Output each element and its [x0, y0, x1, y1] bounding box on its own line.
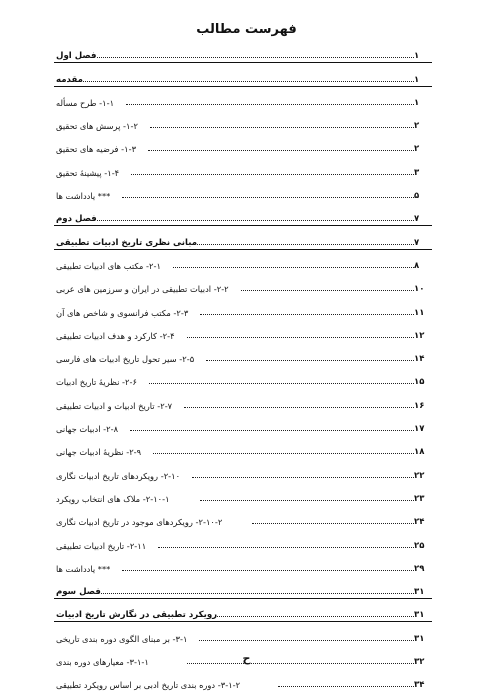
toc-entry-row — [54, 180, 432, 203]
toc-page-number: ۲۲ — [414, 470, 425, 481]
toc-entry-row — [54, 87, 432, 110]
toc-page-number: ۱۷ — [414, 424, 425, 435]
toc-entry-row — [54, 553, 432, 576]
toc-page-number: ۱ — [414, 74, 420, 85]
page-title: فهرست مطالب — [196, 22, 297, 37]
toc-entry-title: ۲-۵- سیر تحول تاریخ ادبیات های فارسی — [56, 354, 195, 365]
toc-chapter-row — [54, 40, 432, 63]
toc-entry-title: ۲-۱۰- رویکردهای تاریخ ادبیات نگاری — [56, 470, 181, 481]
toc-entry-title: *** یادداشت ها — [56, 563, 111, 574]
dot-leader — [101, 592, 414, 594]
toc-page-number: ۳۱ — [414, 610, 425, 621]
toc-entry-title: ۱-۳- فرضیه های تحقیق — [56, 144, 137, 155]
dot-leader — [200, 313, 414, 315]
toc-page-number: ۱ — [414, 97, 420, 108]
toc-entry-row — [54, 110, 432, 133]
toc-entry-title: ۲-۲- ادبیات تطبیقی در ایران و سرزمین های عربی — [56, 284, 229, 295]
toc-entry-title: ۱-۲- پرسش های تحقیق — [56, 121, 138, 132]
toc-entry-row — [54, 529, 432, 552]
toc-page-number: ۸ — [414, 260, 420, 271]
toc-entry-row — [54, 156, 432, 179]
toc-entry-row — [54, 366, 432, 389]
dot-leader — [206, 359, 414, 361]
toc-entry-row — [54, 343, 432, 366]
dot-leader — [192, 476, 414, 478]
toc-page-number: ۳۲ — [414, 657, 425, 668]
toc-section-row — [54, 599, 432, 622]
toc-entry-title: ۲-۱- مکتب های ادبیات تطبیقی — [56, 260, 161, 271]
toc-entry-row — [54, 506, 432, 529]
dot-leader — [122, 569, 414, 571]
toc-page-number: ۳۱ — [414, 587, 425, 598]
toc-entry-title: فصل سوم — [56, 587, 101, 598]
toc-page-number: ۱۵ — [414, 377, 425, 388]
dot-leader — [187, 336, 414, 338]
dot-leader — [131, 173, 414, 175]
toc-entry-title: ۲-۶- نظریهٔ تاریخ ادبیات — [56, 377, 137, 388]
dot-leader — [130, 429, 414, 431]
dot-leader — [150, 126, 414, 128]
dot-leader — [97, 219, 414, 221]
toc-entry-title: ۲-۴- کارکرد و هدف ادبیات تطبیقی — [56, 330, 175, 341]
toc-entry-row — [54, 459, 432, 482]
toc-page-number: ۲۹ — [414, 563, 425, 574]
dot-leader — [217, 615, 414, 617]
page-number-footer: ح — [242, 652, 251, 665]
toc-entry-title: فصل اول — [56, 51, 97, 62]
toc-entry-row — [54, 250, 432, 273]
toc-page-number: ۱۲ — [414, 330, 425, 341]
toc-entry-title: فصل دوم — [56, 214, 97, 225]
dot-leader — [83, 80, 414, 82]
toc-entry-row — [54, 413, 432, 436]
toc-entry-row — [54, 483, 432, 506]
dot-leader — [173, 266, 414, 268]
dot-leader — [149, 382, 414, 384]
toc-page-number: ۲۳ — [414, 493, 425, 504]
toc-page-number: ۱۰ — [414, 284, 425, 295]
toc-page-number: ۷ — [414, 237, 420, 248]
toc-entry-title: ۲-۳- مکتب فرانسوی و شاخص های آن — [56, 307, 189, 318]
toc-page-number: ۱ — [414, 51, 420, 62]
toc-entry-title: ۲-۱۱- تاریخ ادبیات تطبیقی — [56, 540, 147, 551]
dot-leader — [158, 546, 414, 548]
dot-leader — [252, 522, 414, 524]
toc-page-number: ۱۸ — [414, 447, 425, 458]
toc-entry-row — [54, 669, 432, 692]
table-of-contents — [54, 40, 432, 692]
toc-entry-title: ۱-۱- طرح مسأله — [56, 97, 115, 108]
toc-section-row — [54, 63, 432, 86]
toc-entry-row — [54, 622, 432, 645]
toc-page-number: ۱۱ — [414, 307, 425, 318]
toc-entry-row — [54, 389, 432, 412]
dot-leader — [184, 406, 414, 408]
toc-page-number: ۲۵ — [414, 540, 425, 551]
toc-entry-row — [54, 133, 432, 156]
toc-entry-title: ۳-۱-۱- معیارهای دوره بندی — [56, 657, 149, 668]
toc-chapter-row — [54, 576, 432, 599]
dot-leader — [241, 289, 414, 291]
toc-section-row — [54, 226, 432, 249]
toc-page-number: ۳۱ — [414, 633, 425, 644]
toc-page-number: ۲ — [414, 121, 420, 132]
toc-entry-row — [54, 436, 432, 459]
toc-entry-title: ۲-۱۰-۲- رویکردهای موجود در تاریخ ادبیات نگاری — [56, 517, 223, 528]
toc-page-number: ۲ — [414, 144, 420, 155]
dot-leader — [153, 452, 414, 454]
dot-leader — [278, 685, 414, 687]
toc-entry-title: ۲-۸- ادبیات جهانی — [56, 424, 119, 435]
toc-entry-row — [54, 273, 432, 296]
dot-leader — [197, 243, 414, 245]
toc-entry-title: ۲-۱۰-۱- ملاک های انتخاب رویکرد — [56, 493, 170, 504]
dot-leader — [148, 149, 414, 151]
toc-page-number: ۷ — [414, 214, 420, 225]
toc-entry-row — [54, 296, 432, 319]
toc-page-number: ۳۴ — [414, 680, 425, 691]
toc-entry-title: مقدمه — [56, 74, 84, 85]
toc-entry-title: مبانی نظری تاریخ ادبیات تطبیقی — [56, 237, 198, 248]
dot-leader — [126, 103, 414, 105]
toc-page-number: ۱۶ — [414, 400, 425, 411]
toc-entry-title: ۳-۱-۲- دوره بندی تاریخ ادبی بر اساس رویکرد تطبیقی — [56, 680, 241, 691]
toc-entry-title: *** یادداشت ها — [56, 191, 111, 202]
toc-page-number: ۲۴ — [414, 517, 425, 528]
toc-page-number: ۳ — [414, 167, 420, 178]
toc-entry-title: رویکرد تطبیقی در نگارش تاریخ ادبیات — [56, 610, 218, 621]
toc-entry-title: ۳-۱- بر مبنای الگوی دوره بندی تاریخی — [56, 633, 188, 644]
toc-entry-title: ۲-۷- تاریخ ادبیات و ادبیات تطبیقی — [56, 400, 173, 411]
toc-page-number: ۵ — [414, 191, 420, 202]
toc-entry-row — [54, 320, 432, 343]
dot-leader — [199, 639, 414, 641]
dot-leader — [200, 499, 414, 501]
dot-leader — [122, 196, 414, 198]
dot-leader — [97, 56, 414, 58]
toc-entry-title: ۲-۹- نظریهٔ ادبیات جهانی — [56, 447, 142, 458]
toc-entry-title: ۱-۴- پیشینهٔ تحقیق — [56, 167, 120, 178]
toc-chapter-row — [54, 203, 432, 226]
toc-page-number: ۱۴ — [414, 354, 425, 365]
